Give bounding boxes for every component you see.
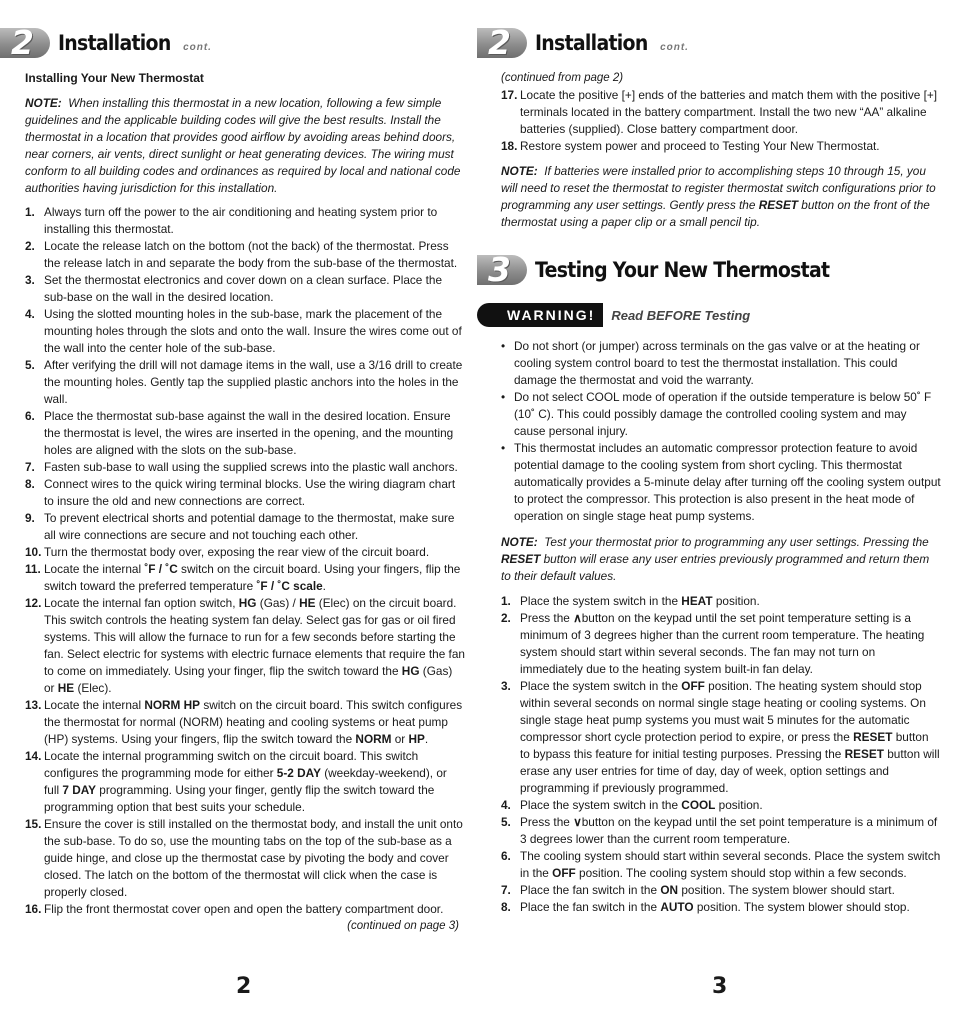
note-label: NOTE: [25, 96, 62, 110]
list-item: 8. Connect wires to the quick wiring terminal blocks. Use the wiring diagram chart to insure the old and new connections are correct. [25, 477, 456, 508]
warning-banner [477, 303, 750, 327]
section-header-installation [0, 23, 212, 62]
section-number-badge [477, 250, 527, 289]
testing-note: NOTE: Test your thermostat prior to programming any user settings. Pressing the RESET button will erase any user entries previously programmed and return them to their default values. [501, 535, 930, 583]
list-item: 11. Locate the internal ˚F / ˚C switch on the circuit board. Using your fingers, flip the switch toward the preferred temperature ˚F / ˚C scale. [25, 562, 461, 593]
list-item: 1. Place the system switch in the HEAT position. [501, 594, 760, 608]
install-steps-continued [501, 87, 941, 155]
down-arrow-icon: ∨ [573, 815, 582, 829]
list-item: 3. Place the system switch in the OFF position. The heating system should stop within several seconds on normal single stage heating or cooling systems. On single stage heat pump systems you must wait 5 minutes for the automatic compressor short cycle protection period to expire, or press the RESET button to bypass this feature for initial testing purposes. Pressing the RESET button will erase any user entries for time of day, day of week, option settings and programming if previously programmed. [501, 679, 940, 795]
list-item: 1. Always turn off the power to the air conditioning and heating system prior to installing this thermostat. [25, 205, 438, 236]
list-item: 9. To prevent electrical shorts and potential damage to the thermostat, make sure all wire connections are secure and not touching each other. [25, 511, 455, 542]
section-title: Installation [58, 31, 171, 55]
list-item: 10. Turn the thermostat body over, exposing the rear view of the circuit board. [25, 545, 430, 559]
continued-from-note: (continued from page 2) [501, 72, 624, 84]
list-item: 3. Set the thermostat electronics and cover down on a clean surface. Place the sub-base on the wall in the desired location. [25, 273, 443, 304]
right-content-top [501, 70, 941, 231]
continued-note: (continued on page 3) [347, 920, 459, 932]
list-item: 16. Flip the front thermostat cover open and open the battery compartment door. [25, 902, 444, 916]
warning-bullets [501, 338, 941, 525]
list-item: • Do not short (or jumper) across terminals on the gas valve or at the heating or cooling system control board to test the thermostat installation. This could damage the thermostat and void the warranty. [501, 338, 941, 389]
section-number-badge [477, 23, 527, 62]
subheading: Installing Your New Thermostat [25, 71, 204, 85]
list-item: 17. Locate the positive [+] ends of the batteries and match them with the positive [+] terminals located in the battery compartment. Install the two new “AA” alkaline batteries (supplied). Close battery compartment door. [501, 88, 938, 136]
section-cont: cont. [660, 42, 689, 53]
list-item: • This thermostat includes an automatic compressor protection feature to avoid potential damage to the cooling system from short cycling. This thermostat automatically provides a 5-minute delay after turning off the cooling system output to protect the compressor. This protection is also present in the heat mode of operation on single stage heat pump systems. [501, 440, 941, 525]
page-number: 3 [712, 974, 728, 999]
list-item: 13. Locate the internal NORM HP switch on the circuit board. This switch configures the thermostat for normal (NORM) heating and cooling systems or heat pump (HP) systems. Using your fingers, flip the switch toward the NORM or HP. [25, 698, 463, 746]
section-number: 3 [488, 250, 511, 289]
section-number: 2 [488, 23, 511, 62]
page-number: 2 [236, 974, 252, 999]
list-item: 15. Ensure the cover is still installed on the thermostat body, and install the unit onto the sub-base. To do so, use the mounting tabs on the top of the sub-base as a guide hinge, and close up the thermostat case by pivoting the body and cover closed. The latch on the bottom of the thermostat will click when the case is properly closed. [25, 817, 463, 899]
list-item: 14. Locate the internal programming switch on the circuit board. This switch configures the programming mode for either 5-2 DAY (weekday-weekend), or full 7 DAY programming. Using your finger, gently flip the switch toward the programming option that best suits your schedule. [25, 749, 447, 814]
section-title: Testing Your New Thermostat [535, 258, 830, 282]
right-content-bottom [501, 338, 941, 916]
list-item: 2. Locate the release latch on the bottom (not the back) of the thermostat. Press the release latch in and separate the body from the sub-base of the thermostat. [25, 239, 458, 270]
list-item: 8. Place the fan switch in the AUTO position. The system blower should stop. [501, 900, 910, 914]
left-content [25, 70, 465, 935]
list-item: 7. Place the fan switch in the ON position. The system blower should start. [501, 883, 895, 897]
list-item: 5. After verifying the drill will not damage items in the wall, use a 3/16 drill to create the mounting holes. Gently tap the supplied plastic anchors into the holes in the wall. [25, 358, 463, 406]
install-note [25, 95, 465, 197]
list-item: 5. Press the ∨button on the keypad until the set point temperature is a minimum of 3 degrees lower than the current room temperature. [501, 815, 938, 846]
list-item: 2. Press the ∧button on the keypad until the set point temperature setting is a minimum of 3 degrees higher than the current room temperature. The heating system should start within several seconds. The fan may not turn on immediately due to the heating system built-in fan delay. [501, 611, 925, 676]
install-steps [25, 204, 465, 918]
up-arrow-icon: ∧ [573, 611, 582, 625]
section-number-badge [0, 23, 50, 62]
list-item: • Do not select COOL mode of operation if the outside temperature is below 50˚ F (10˚ C). This could possibly damage the controlled cooling system and may cause personal injury. [501, 389, 941, 440]
section-header-testing [477, 250, 862, 289]
list-item: 4. Place the system switch in the COOL position. [501, 798, 763, 812]
list-item: 6. Place the thermostat sub-base against the wall in the desired location. Ensure the thermostat is level, the wires are inserted in the opening, and the mounting holes are aligned with the slots on the sub-base. [25, 409, 454, 457]
list-item: 12. Locate the internal fan option switch, HG (Gas) / HE (Elec) on the circuit board. This switch controls the heating system fan delay. Select gas for gas or oil fired systems. This will allow the furnace to run for a few seconds before starting the fan. Select electric for systems with electric furnace elements that require the fan to come on immediately. Using your finger, flip the switch toward the HG (Gas) or HE (Elec). [25, 596, 465, 695]
note-text: When installing this thermostat in a new location, following a few simple guidelines and the applicable building codes will give the best results. Install the thermostat in a location that provides good airflow by avoiding areas behind doors, near corners, air vents, direct sunlight or heat generating devices. The wiring must conform to all building codes and ordinances as required by local and national code authorities having jurisdiction for this installation. [25, 96, 461, 195]
section-header-installation [477, 23, 689, 62]
list-item: 6. The cooling system should start within several seconds. Place the system switch in the OFF position. The cooling system should stop within a few seconds. [501, 849, 941, 880]
warning-text: Read BEFORE Testing [611, 307, 751, 323]
section-cont: cont. [183, 42, 212, 53]
list-item: 7. Fasten sub-base to wall using the supplied screws into the plastic wall anchors. [25, 460, 458, 474]
reset-note: NOTE: If batteries were installed prior to accomplishing steps 10 through 15, you will need to reset the thermostat to register thermostat switch configurations prior to programming any user settings. Gently press the RESET button on the front of the thermostat using a paper clip or a small pencil tip. [501, 164, 936, 229]
warning-label: WARNING! [477, 303, 603, 327]
list-item: 4. Using the slotted mounting holes in the sub-base, mark the placement of the mounting holes through the slots and onto the wall. Insure the wires come out of the wall into the center hole of the sub-base. [25, 307, 462, 355]
testing-steps [501, 593, 941, 916]
section-number: 2 [11, 23, 34, 62]
list-item: 18. Restore system power and proceed to Testing Your New Thermostat. [501, 139, 880, 153]
section-title: Installation [535, 31, 648, 55]
